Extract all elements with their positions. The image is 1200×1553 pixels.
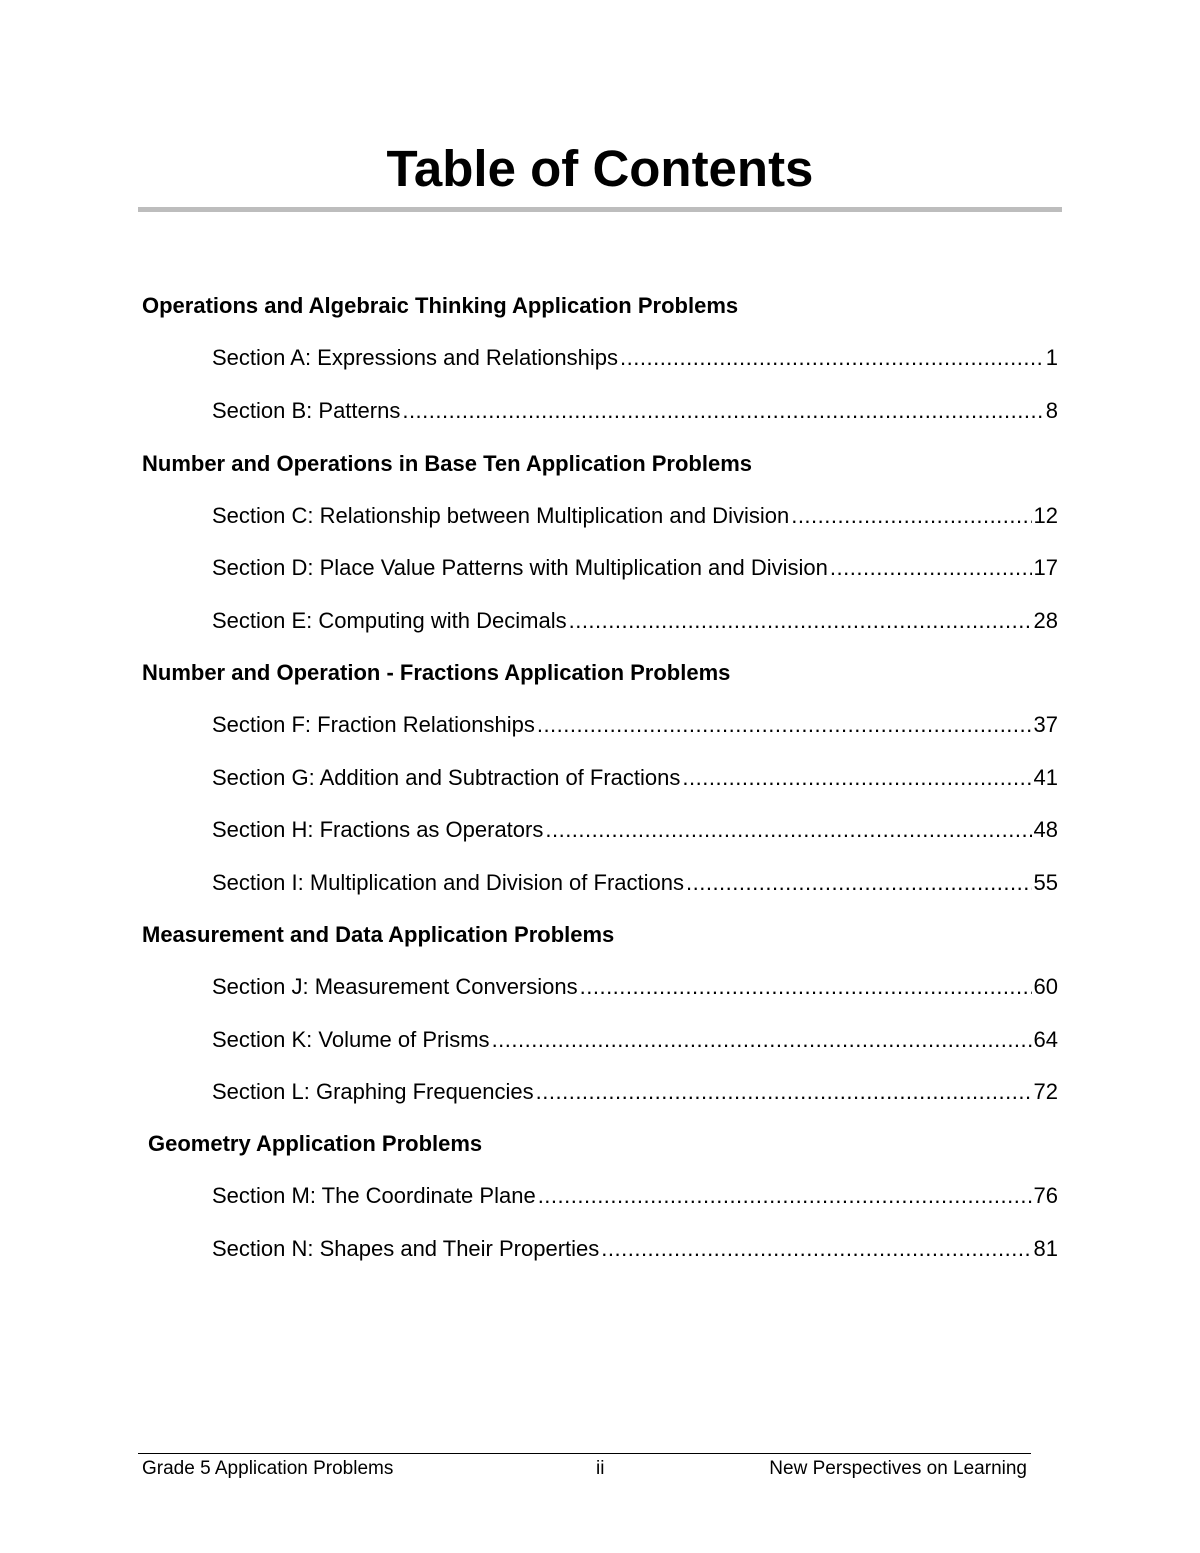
toc-entry-label: Section E: Computing with Decimals: [212, 608, 567, 633]
toc-entry-page: 64: [1033, 1027, 1058, 1052]
dot-leader: [536, 1077, 1032, 1107]
toc-entry-page: 60: [1033, 974, 1058, 999]
toc-entry-page: 72: [1033, 1079, 1058, 1104]
toc-entry-label: Section G: Addition and Subtraction of Fractions: [212, 765, 681, 790]
toc-entry-page: 1: [1045, 345, 1058, 370]
dot-leader: [682, 763, 1031, 793]
toc-entry-section-j[interactable]: [212, 972, 1058, 1002]
toc-entry-label: Section C: Relationship between Multiplication and Division: [212, 503, 790, 528]
dot-leader: [580, 972, 1032, 1002]
toc-entry-section-k[interactable]: [212, 1025, 1058, 1055]
dot-leader: [569, 606, 1032, 636]
toc-entry-label: Section B: Patterns: [212, 398, 401, 423]
toc-heading-geometry: Geometry Application Problems: [148, 1131, 483, 1156]
toc-entry-page: 48: [1033, 817, 1058, 842]
dot-leader: [601, 1234, 1031, 1264]
toc-entry-label: Section J: Measurement Conversions: [212, 974, 578, 999]
toc-entry-page: 81: [1033, 1236, 1058, 1261]
dot-leader: [538, 1181, 1032, 1211]
toc-entry-section-i[interactable]: [212, 868, 1058, 898]
toc-entry-page: 12: [1033, 503, 1058, 528]
page-title: Table of Contents: [386, 140, 814, 197]
footer-divider: [138, 1453, 1031, 1454]
toc-entry-page: 8: [1045, 398, 1058, 423]
toc-entry-section-f[interactable]: [212, 710, 1058, 740]
dot-leader: [402, 396, 1043, 426]
toc-entry-label: Section M: The Coordinate Plane: [212, 1183, 536, 1208]
footer-document-title: Grade 5 Application Problems: [142, 1458, 394, 1479]
toc-entry-label: Section L: Graphing Frequencies: [212, 1079, 534, 1104]
title-divider: [138, 207, 1062, 212]
toc-entry-section-h[interactable]: [212, 815, 1058, 845]
toc-heading-measurement-data: Measurement and Data Application Problems: [142, 922, 615, 947]
toc-heading-base-ten: Number and Operations in Base Ten Application Problems: [142, 451, 752, 476]
dot-leader: [545, 815, 1031, 845]
toc-entry-section-d[interactable]: [212, 553, 1058, 583]
toc-entry-section-n[interactable]: [212, 1234, 1058, 1264]
toc-entry-label: Section I: Multiplication and Division of Fractions: [212, 870, 684, 895]
dot-leader: [492, 1025, 1032, 1055]
toc-entry-section-b[interactable]: [212, 396, 1058, 426]
toc-entry-label: Section N: Shapes and Their Properties: [212, 1236, 600, 1261]
toc-entry-section-a[interactable]: [212, 343, 1058, 373]
toc-entry-section-m[interactable]: [212, 1181, 1058, 1211]
toc-entry-page: 41: [1033, 765, 1058, 790]
toc-entry-section-g[interactable]: [212, 763, 1058, 793]
dot-leader: [620, 343, 1044, 373]
toc-entry-label: Section D: Place Value Patterns with Multiplication and Division: [212, 555, 828, 580]
toc-entry-section-c[interactable]: [212, 501, 1058, 531]
toc-entry-label: Section A: Expressions and Relationships: [212, 345, 619, 370]
toc-heading-fractions: Number and Operation - Fractions Application Problems: [142, 660, 731, 685]
dot-leader: [791, 501, 1031, 531]
toc-entry-page: 37: [1033, 712, 1058, 737]
toc-entry-page: 76: [1033, 1183, 1058, 1208]
toc-entry-section-l[interactable]: [212, 1077, 1058, 1107]
footer-publisher: New Perspectives on Learning: [769, 1458, 1027, 1479]
toc-entry-label: Section F: Fraction Relationships: [212, 712, 535, 737]
toc-entry-page: 17: [1033, 555, 1058, 580]
toc-heading-operations-algebraic: Operations and Algebraic Thinking Application Problems: [142, 293, 739, 318]
toc-entry-label: Section K: Volume of Prisms: [212, 1027, 490, 1052]
dot-leader: [686, 868, 1032, 898]
toc-entry-page: 55: [1033, 870, 1058, 895]
dot-leader: [830, 553, 1032, 583]
toc-entry-page: 28: [1033, 608, 1058, 633]
toc-entry-label: Section H: Fractions as Operators: [212, 817, 544, 842]
footer-page-number: ii: [596, 1458, 605, 1479]
toc-entry-section-e[interactable]: [212, 606, 1058, 636]
dot-leader: [537, 710, 1032, 740]
